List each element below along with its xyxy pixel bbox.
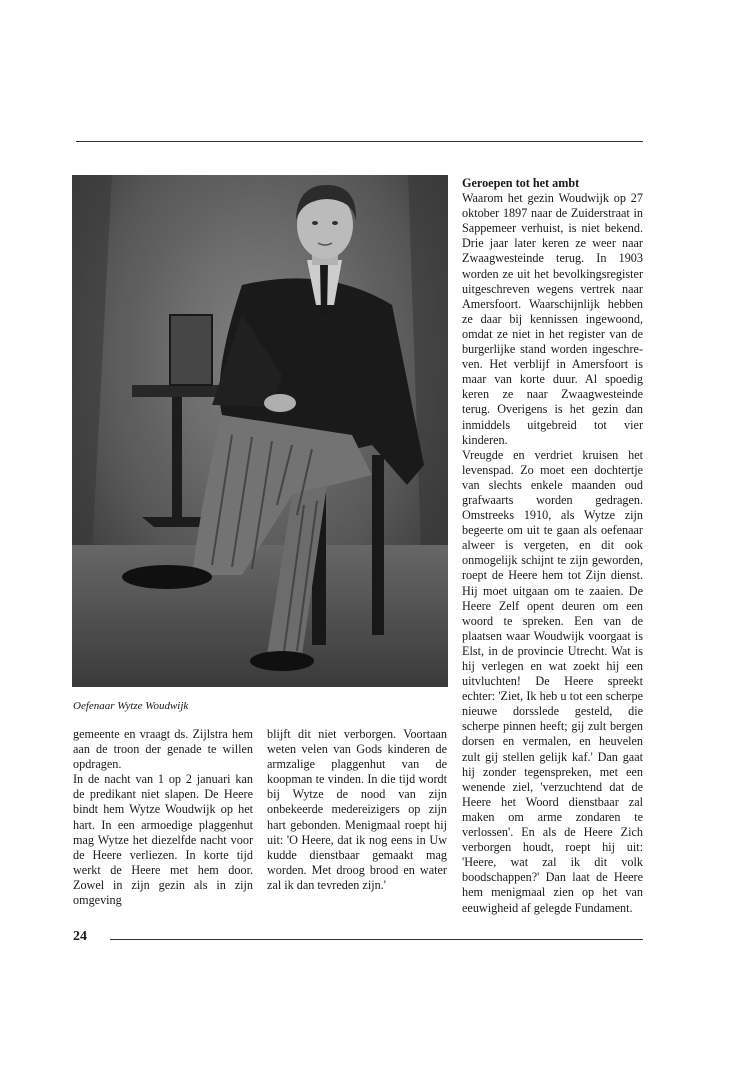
photo-caption: Oefenaar Wytze Woudwijk [73, 700, 189, 712]
portrait-photograph-icon [72, 175, 448, 687]
text-column-2 [267, 727, 447, 893]
text-column-3 [462, 176, 643, 916]
page-number: 24 [73, 929, 87, 944]
paragraph: blijft dit niet verborgen. Voortaan weten velen van Gods kinderen de armzalige plaggenhut van de koopman te vinden. In die tijd wordt bij Wytze de nood van zijn onbekeerde medereizigers op zijn hart gebonden. Menigmaal roept hij uit: 'O Heere, dat ik nog eens in Uw kudde dienstbaar gemaakt mag worden. Met droog brood en water zal ik dan tevreden zijn.' [267, 727, 447, 892]
top-rule [76, 141, 643, 142]
text-column-1 [73, 727, 253, 908]
section-heading: Geroepen tot het ambt [462, 176, 580, 190]
portrait-photo [72, 175, 448, 687]
bottom-rule [110, 939, 643, 940]
paragraph: Waarom het gezin Woudwijk op 27 oktober 1897 naar de Zuiderstraat in Sappemeer verhuist, is niet bekend. Drie jaar later keren ze weer naar Zwaagwesteinde terug. In 1903 worden ze uit het bevolkingsregister uitgeschreven wegens vertrek naar Amersfoort. Waarschijnlijk hebben ze daar bij kennissen ingewoond, omdat ze niet in het register van de burgerlijke stand worden ingeschreven. Het verblijf in Amersfoort is maar van korte duur. Al spoedig keren ze naar Zwaagwesteinde terug. Overigens is het gezin dan inmiddels uitgebreid tot vier kinderen. [462, 191, 643, 447]
paragraph: Vreugde en verdriet kruisen het levenspad. Zo moet een dochtertje van slechts enkele maanden oud grafwaarts worden gedragen. Omstreeks 1910, als Wytze zijn begeerte om uit te gaan als oefenaar alweer is vergeten, en dit ook onmogelijk schijnt te zijn geworden, roept de Heere hem tot Zijn dienst. Hij moet uitgaan om te zaaien. De Heere Zelf opent deuren om een woord te spreken. Een van de plaatsen waar Woudwijk voorgaat is Elst, in de provincie Utrecht. Wat is hij verlegen en wat zoekt hij een uitvluchten! De Heere spreekt echter: 'Ziet, Ik heb u tot een scherpe nieuwe dorsslede gesteld, die scherpe pinnen heeft; gij zult bergen dorsen en vermalen, en heuvelen zult gij stellen gelijk kaf.' Dan gaat hij zonder tegenspreken, met een wenende ziel, 'verzuchtend dat de Heere het Woord dienstbaar zal maken om arme zondaren te verlossen'. En als de Heere Zich verborgen houdt, roept hij uit: 'Heere, wat zal ik dit volk boodschappen?' Dan laat de Heere hem menigmaal zien op het van eeuwigheid af gelegde Fundament. [462, 447, 643, 915]
paragraph: In de nacht van 1 op 2 januari kan de predikant niet slapen. De Heere bindt hem Wytze Woudwijk op het hart. In een armoedige plaggenhut mag Wytze het diezelfde nacht voor de Heere verliezen. In korte tijd werkt de Heere met hem door. Zowel in zijn gezin als in zijn omgeving [73, 772, 253, 908]
paragraph: gemeente en vraagt ds. Zijlstra hem aan de troon der genade te willen opdragen. [73, 727, 253, 772]
